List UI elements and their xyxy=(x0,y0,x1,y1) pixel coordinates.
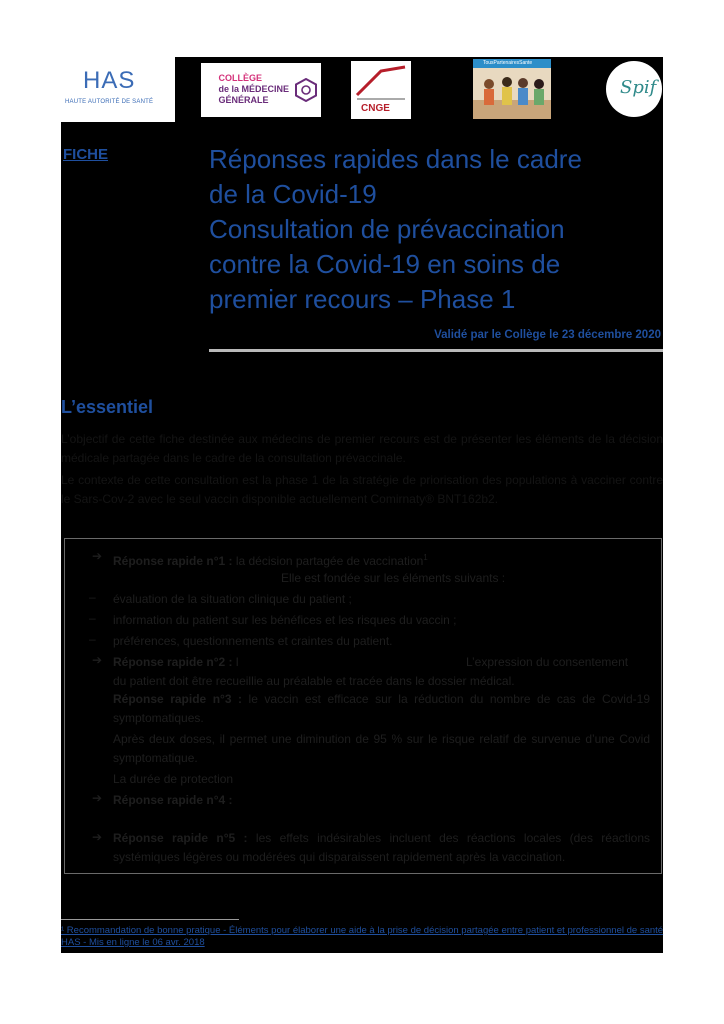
validation-date: Validé par le Collège le 23 décembre 2020 xyxy=(434,329,661,341)
title-line: Réponses rapides dans le cadre xyxy=(209,144,582,174)
cnge-logo xyxy=(351,61,411,119)
answer-2-line2: du patient doit être recueillie au préalable et tracée dans le dossier médical. xyxy=(113,674,515,688)
title-divider xyxy=(209,349,663,352)
cmg-logo-line3: GÉNÉRALE xyxy=(218,95,269,105)
answer-1-label: Réponse rapide n°1 : xyxy=(113,554,233,568)
answer-3 xyxy=(113,690,650,728)
arrow-right-icon: ➔ xyxy=(92,830,103,844)
answer-4-label: Réponse rapide n°4 : xyxy=(113,793,233,807)
answer-1-text: la décision partagée de vaccination xyxy=(232,554,424,568)
cnge-logo-name: CNGE xyxy=(361,103,390,114)
partners-photo xyxy=(473,59,551,119)
footnote-divider xyxy=(61,919,239,920)
dash-bullet: – xyxy=(89,611,96,625)
answer-1 xyxy=(113,549,428,570)
arrow-right-icon: ➔ xyxy=(92,653,103,667)
spif-logo-name: Spif xyxy=(620,77,657,98)
answer-2-text: l xyxy=(232,655,239,669)
answer-3-para2: Après deux doses, il permet une diminution de 95 % sur le risque relatif de survenue d’une Covid symptomatique. xyxy=(113,732,650,765)
dash-bullet: – xyxy=(89,590,96,604)
cnge-mark-icon xyxy=(355,65,407,101)
title-line: premier recours – Phase 1 xyxy=(209,284,516,314)
cmg-logo-line2: de la MÉDECINE xyxy=(218,84,289,94)
essentiel-heading: L’essentiel xyxy=(61,397,154,417)
arrow-right-icon: ➔ xyxy=(92,549,103,563)
has-logo-name: HAS xyxy=(83,67,136,94)
title-line: Consultation de prévaccination xyxy=(209,214,565,244)
essentiel-paragraph-2: Le contexte de cette consultation est la phase 1 de la stratégie de priorisation des populations à vacciner contre le Sars-Cov-2 avec le seul vaccin disponible actuellement Comirnaty® BNT162b2. xyxy=(61,473,663,506)
footnote-ref[interactable]: 1 xyxy=(423,553,428,562)
answer-2 xyxy=(113,653,239,671)
answer-1-item: préférences, questionnements et craintes du patient. xyxy=(113,634,393,648)
answer-3-label: Réponse rapide n°3 : xyxy=(113,692,243,706)
answer-2-right: L’expression du consentement xyxy=(466,655,629,669)
photo-banner-text: TousPartenairesSante xyxy=(483,60,533,66)
has-logo-subtitle: HAUTE AUTORITÉ DE SANTÉ xyxy=(65,99,154,105)
dash-bullet: – xyxy=(89,632,96,646)
page-title xyxy=(209,142,659,317)
spif-logo xyxy=(606,61,662,117)
answer-5-label: Réponse rapide n°5 : xyxy=(113,831,248,845)
answer-2-label: Réponse rapide n°2 : xyxy=(113,655,233,669)
arrow-right-icon: ➔ xyxy=(92,791,103,805)
answer-1-item: évaluation de la situation clinique du patient ; xyxy=(113,592,352,606)
answer-5 xyxy=(113,829,650,867)
has-logo xyxy=(61,57,175,122)
people-icon xyxy=(473,68,551,119)
answer-1-line2: Elle est fondée sur les éléments suivants : xyxy=(281,571,506,585)
fiche-label: FICHE xyxy=(63,146,108,163)
cmg-logo xyxy=(201,63,321,117)
hexagon-icon xyxy=(295,78,317,102)
cmg-logo-line1: COLLÈGE xyxy=(218,73,262,83)
answer-1-item: information du patient sur les bénéfices et les risques du vaccin ; xyxy=(113,613,457,627)
answer-3-para3: La durée de protection xyxy=(113,772,234,786)
people-illustration xyxy=(473,68,551,119)
essentiel-paragraph-1: L’objectif de cette fiche destinée aux médecins de premier recours est de présenter les éléments de la décision médicale partagée dans le cadre de la consultation prévaccinale. xyxy=(61,432,663,465)
title-line: de la Covid-19 xyxy=(209,179,377,209)
logo-strip xyxy=(61,57,663,122)
title-line: contre la Covid-19 en soins de xyxy=(209,249,561,279)
answer-3-text: le vaccin est efficace sur la réduction du nombre de cas de Covid-19 symptomatiques. xyxy=(113,692,650,725)
footnote-link[interactable]: ¹ Recommandation de bonne pratique - Éléments pour élaborer une aide à la prise de décision partagée entre patient et professionnel de santé HAS - Mis en ligne le 06 avr. 2018 xyxy=(61,925,664,948)
answer-5-text: les effets indésirables incluent des réactions locales (des réactions systémiques légères ou modérées qui disparaissent rapidement après la vaccination. xyxy=(113,831,650,864)
